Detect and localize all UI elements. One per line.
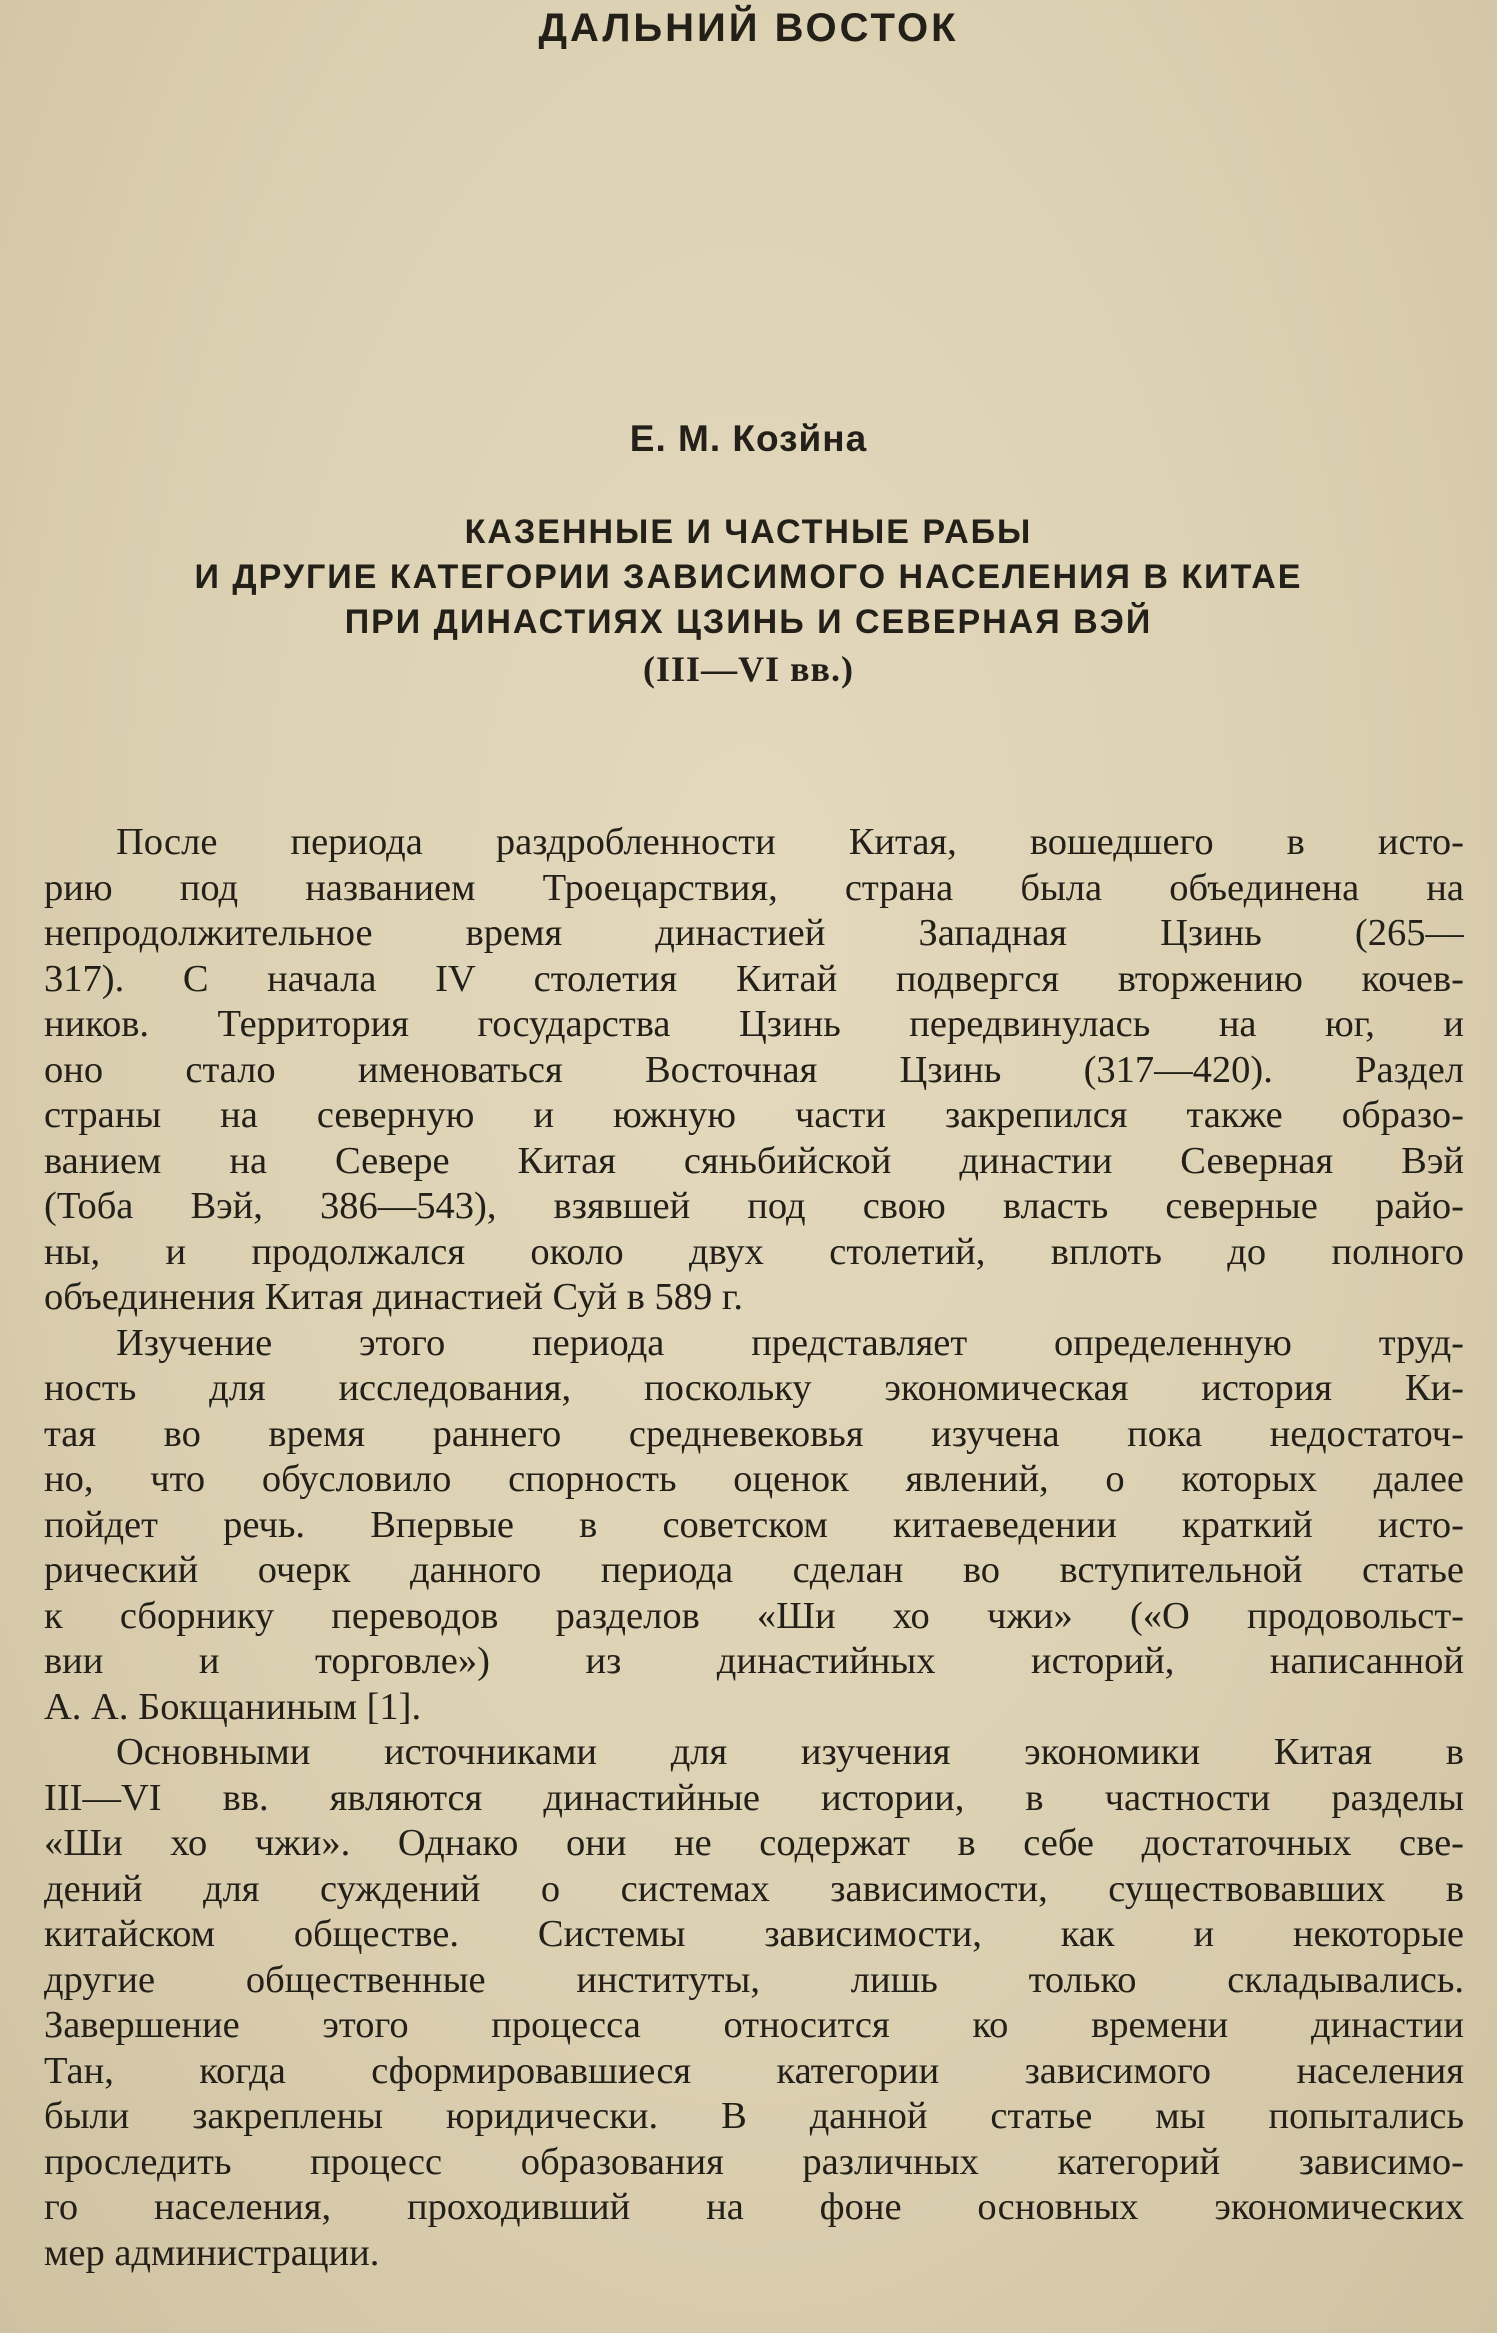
body-line: рический очерк данного периода сделан во вступительной статье [44, 1549, 1464, 1591]
body-line: проследить процесс образования различных категорий зависимо- [44, 2140, 1464, 2183]
body-line: Тан, когда сформировавшиеся категории зависимого населения [44, 2049, 1464, 2092]
body-line: были закреплены юридически. В данной статье мы попытались [44, 2095, 1464, 2137]
body-line: тая во время раннего средневековья изучена пока недостаточ- [44, 1412, 1464, 1455]
body-line: ность для исследования, поскольку экономическая история Ки- [44, 1367, 1464, 1409]
body-line: но, что обусловило спорность оценок явлений, о которых далее [44, 1458, 1464, 1500]
body-line: китайском обществе. Системы зависимости, как и некоторые [44, 1913, 1464, 1955]
body-line: III—VI вв. являются династийные истории, в частности разделы [44, 1776, 1464, 1819]
article-title-line: КАЗЕННЫЕ И ЧАСТНЫЕ РАБЫ [464, 513, 1033, 551]
body-line: другие общественные институты, лишь только складывались. [44, 1958, 1464, 2001]
body-line: ванием на Севере Китая сяньбийской династии Северная Вэй [44, 1139, 1464, 1182]
body-line: Основными источниками для изучения экономики Китая в [116, 1731, 1464, 1773]
body-line: После периода раздробленности Китая, вошедшего в исто- [116, 821, 1464, 863]
body-line: мер администрации. [44, 2231, 380, 2274]
body-line: объединения Китая династией Суй в 589 г. [44, 1276, 743, 1318]
article-title-line: И ДРУГИЕ КАТЕГОРИИ ЗАВИСИМОГО НАСЕЛЕНИЯ В КИТАЕ [194, 558, 1303, 596]
body-line: ны, и продолжался около двух столетий, вплоть до полного [44, 1230, 1464, 1273]
body-line: Изучение этого периода представляет определенную труд- [116, 1321, 1464, 1364]
body-line: непродолжительное время династией Западная Цзинь (265— [44, 912, 1464, 954]
body-line: страны на северную и южную части закрепился также образо- [44, 1094, 1464, 1136]
body-line: к сборнику переводов разделов «Ши хо чжи» («О продовольст- [44, 1594, 1464, 1637]
article-title-period: (III—VI вв.) [643, 649, 854, 689]
body-line: рию под названием Троецарствия, страна была объединена на [44, 866, 1464, 909]
body-line: го населения, проходивший на фоне основных экономических [44, 2186, 1464, 2228]
article-body [44, 820, 1464, 2276]
body-line: 317). С начала IV столетия Китай подвергся вторжению кочев- [44, 957, 1464, 1000]
article-title-line: ПРИ ДИНАСТИЯХ ЦЗИНЬ И СЕВЕРНАЯ ВЭЙ [344, 603, 1153, 641]
body-line: Завершение этого процесса относится ко времени династии [44, 2004, 1464, 2046]
body-line: вии и торговле») из династийных историй, написанной [44, 1640, 1464, 1682]
body-line: оно стало именоваться Восточная Цзинь (317—420). Раздел [44, 1048, 1464, 1091]
body-line: (Тоба Вэй, 386—543), взявшей под свою власть северные райо- [44, 1185, 1464, 1227]
author-name: Е. М. Козйна [629, 418, 868, 459]
body-line: пойдет речь. Впервые в советском китаеведении краткий исто- [44, 1503, 1464, 1546]
article-title [0, 510, 1497, 692]
body-line: дений для суждений о системах зависимости, существовавших в [44, 1867, 1464, 1910]
body-line: «Ши хо чжи». Однако они не содержат в себе достаточных све- [44, 1822, 1464, 1864]
body-line: ников. Территория государства Цзинь передвинулась на юг, и [44, 1003, 1464, 1045]
body-line: А. А. Бокщаниным [1]. [44, 1685, 422, 1728]
section-title: ДАЛЬНИЙ ВОСТОК [538, 6, 959, 50]
